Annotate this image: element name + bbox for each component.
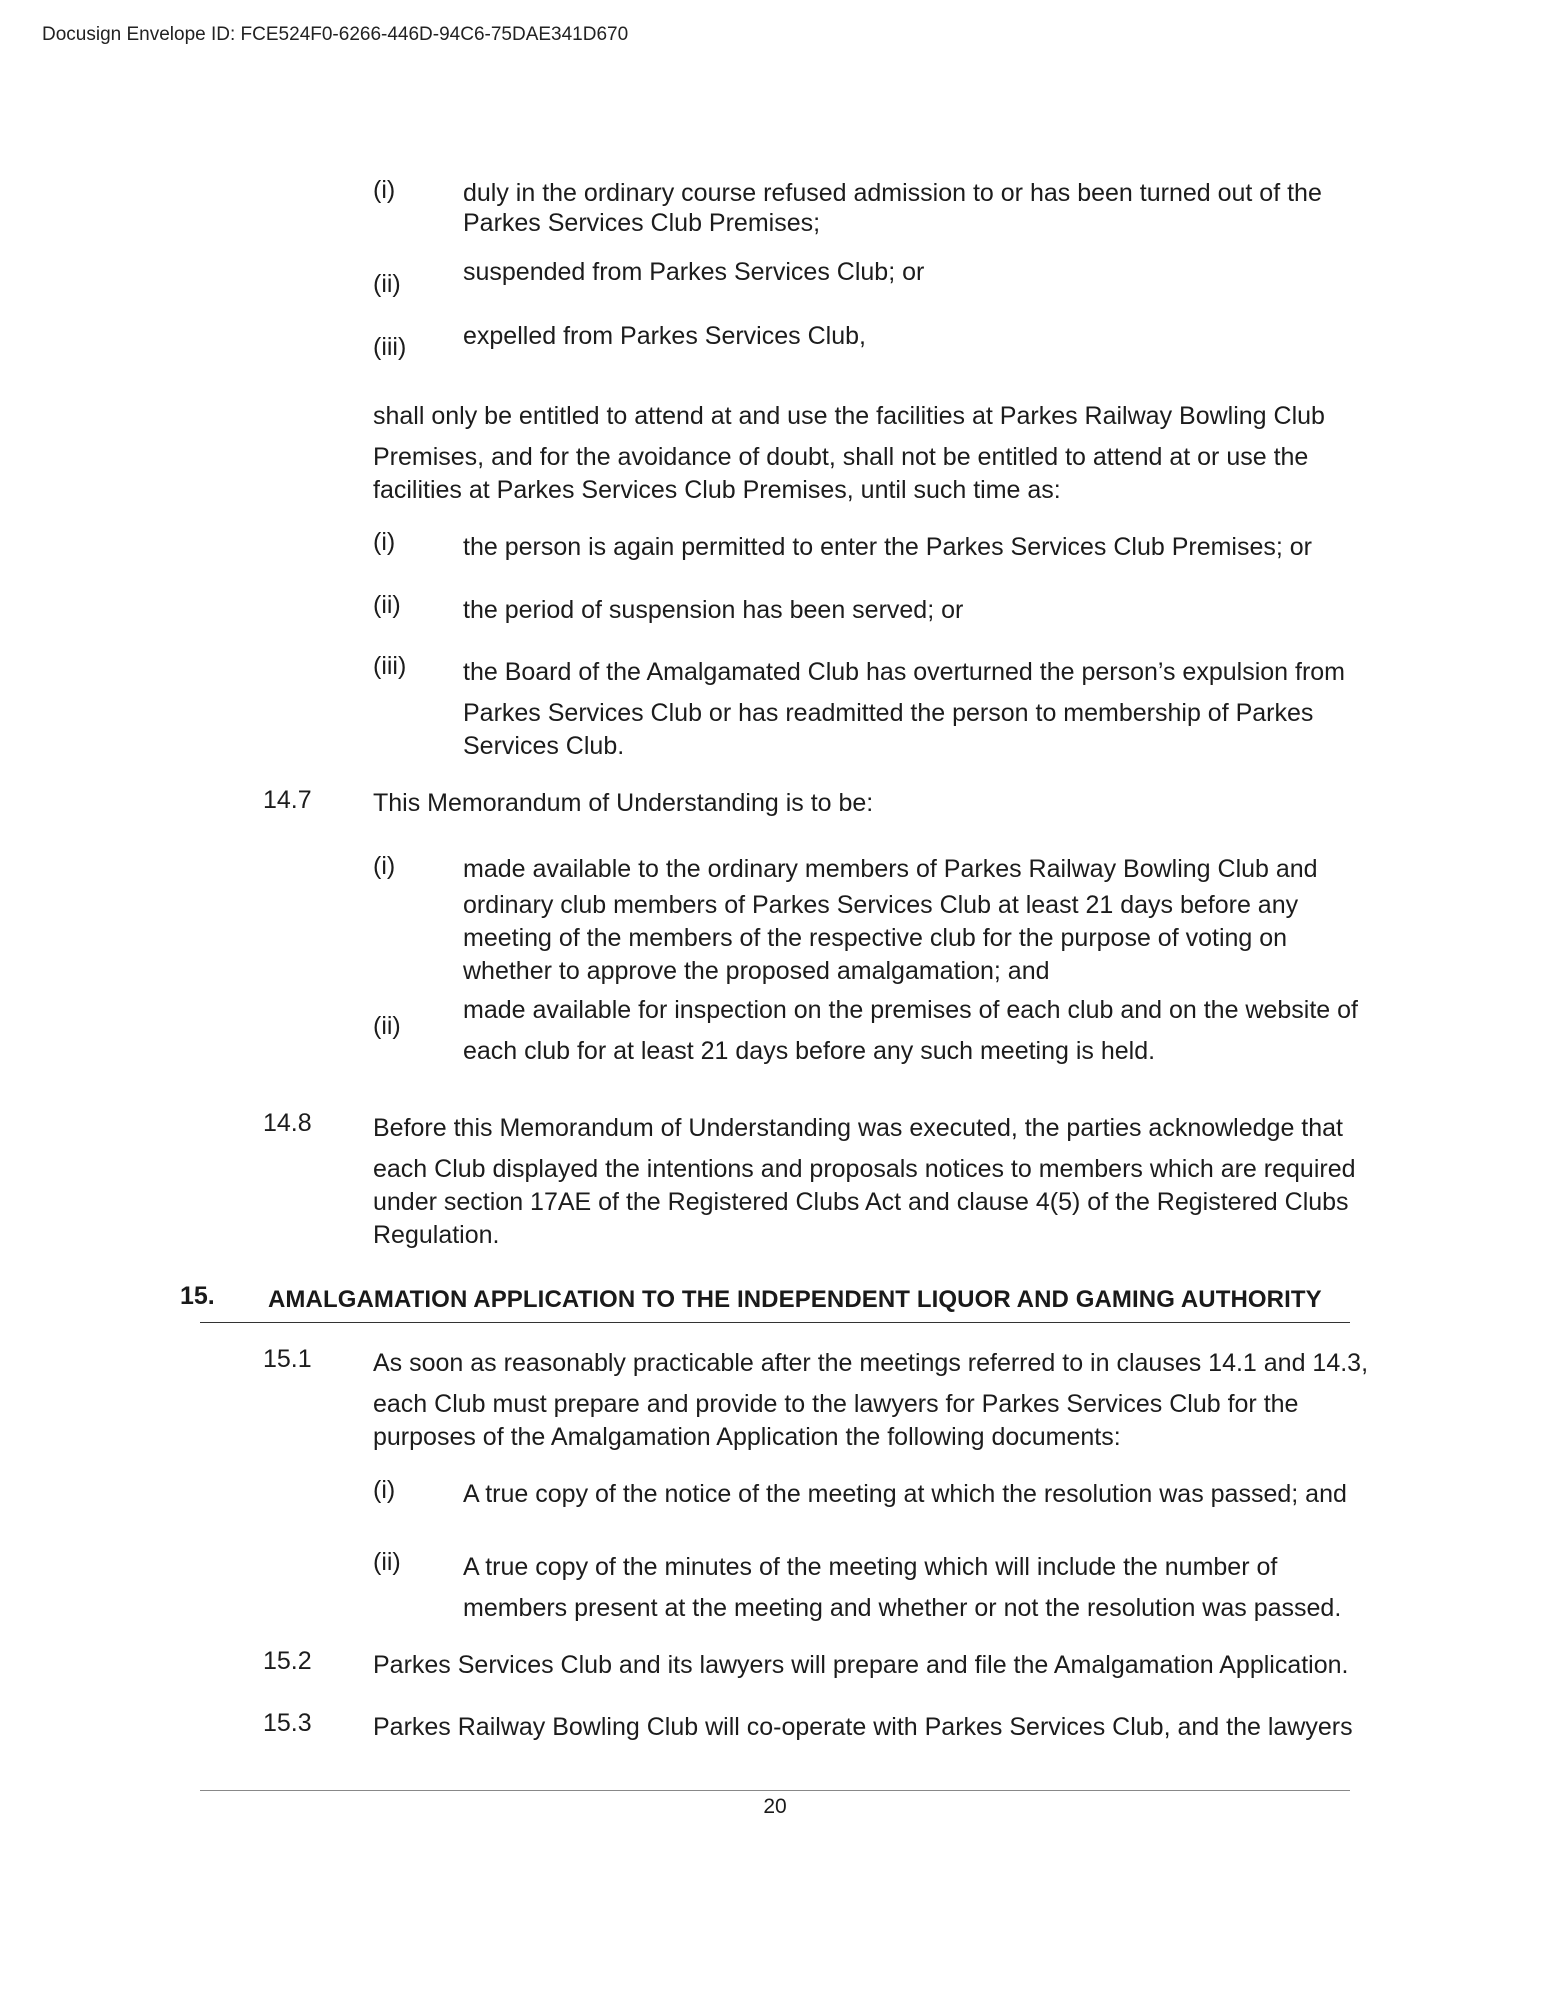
clause-number: 15.1 xyxy=(263,1345,312,1373)
clause-text: As soon as reasonably practicable after the meetings referred to in clauses 14.1 and 14.3, xyxy=(373,1349,1369,1377)
list-item-text: ordinary club members of Parkes Services Club at least 21 days before any xyxy=(463,891,1299,919)
list-item-text: the Board of the Amalgamated Club has overturned the person’s expulsion from xyxy=(463,658,1346,686)
list-marker: (iii) xyxy=(373,652,407,680)
clause-text: Parkes Services Club and its lawyers will prepare and file the Amalgamation Application. xyxy=(373,1651,1349,1679)
clause-text: purposes of the Amalgamation Application the following documents: xyxy=(373,1423,1121,1451)
list-item-text: Services Club. xyxy=(463,732,625,760)
section-heading: AMALGAMATION APPLICATION TO THE INDEPENDENT LIQUOR AND GAMING AUTHORITY xyxy=(268,1286,1322,1313)
list-item-text: members present at the meeting and whether or not the resolution was passed. xyxy=(463,1594,1342,1622)
clause-text: under section 17AE of the Registered Clubs Act and clause 4(5) of the Registered Clubs xyxy=(373,1188,1349,1216)
list-marker: (i) xyxy=(373,1476,396,1504)
list-item-text: Parkes Services Club or has readmitted the person to membership of Parkes xyxy=(463,699,1314,727)
paragraph-line: facilities at Parkes Services Club Premises, until such time as: xyxy=(373,476,1061,504)
list-item-text: made available to the ordinary members of Parkes Railway Bowling Club and xyxy=(463,855,1318,883)
clause-text: each Club must prepare and provide to the lawyers for Parkes Services Club for the xyxy=(373,1390,1299,1418)
footer-divider xyxy=(200,1790,1350,1791)
list-marker: (ii) xyxy=(373,1548,401,1576)
clause-text: This Memorandum of Understanding is to be: xyxy=(373,789,874,817)
list-marker: (ii) xyxy=(373,591,401,619)
clause-text: Parkes Railway Bowling Club will co-operate with Parkes Services Club, and the lawyers xyxy=(373,1713,1353,1741)
clause-number: 14.7 xyxy=(263,786,312,814)
clause-number: 15.2 xyxy=(263,1647,312,1675)
list-marker: (iii) xyxy=(373,333,407,361)
list-item-text: expelled from Parkes Services Club, xyxy=(463,322,866,350)
page-number: 20 xyxy=(763,1795,787,1818)
list-marker: (i) xyxy=(373,528,396,556)
clause-number: 15.3 xyxy=(263,1709,312,1737)
list-item-text: A true copy of the minutes of the meeting which will include the number of xyxy=(463,1553,1278,1581)
clause-text: Before this Memorandum of Understanding was executed, the parties acknowledge that xyxy=(373,1114,1343,1142)
list-item-text: the period of suspension has been served; or xyxy=(463,596,964,624)
list-item-text: Parkes Services Club Premises; xyxy=(463,209,821,237)
list-item-text: suspended from Parkes Services Club; or xyxy=(463,258,925,286)
paragraph-line: shall only be entitled to attend at and use the facilities at Parkes Railway Bowling Club xyxy=(373,402,1325,430)
list-item-text: meeting of the members of the respective club for the purpose of voting on xyxy=(463,924,1288,952)
list-item-text: duly in the ordinary course refused admission to or has been turned out of the xyxy=(463,179,1322,207)
list-item-text: whether to approve the proposed amalgamation; and xyxy=(463,957,1050,985)
list-item-text: made available for inspection on the premises of each club and on the website of xyxy=(463,996,1358,1024)
list-item-text: the person is again permitted to enter the Parkes Services Club Premises; or xyxy=(463,533,1313,561)
clause-number: 14.8 xyxy=(263,1109,312,1137)
clause-text: Regulation. xyxy=(373,1221,500,1249)
list-marker: (ii) xyxy=(373,270,401,298)
clause-text: each Club displayed the intentions and proposals notices to members which are required xyxy=(373,1155,1356,1183)
list-item-text: each club for at least 21 days before any such meeting is held. xyxy=(463,1037,1156,1065)
section-number: 15. xyxy=(180,1282,215,1310)
heading-divider xyxy=(200,1322,1350,1323)
envelope-id: Docusign Envelope ID: FCE524F0-6266-446D-94C6-75DAE341D670 xyxy=(42,24,629,45)
list-marker: (i) xyxy=(373,852,396,880)
list-marker: (ii) xyxy=(373,1012,401,1040)
list-marker: (i) xyxy=(373,176,396,204)
paragraph-line: Premises, and for the avoidance of doubt, shall not be entitled to attend at or use the xyxy=(373,443,1309,471)
list-item-text: A true copy of the notice of the meeting at which the resolution was passed; and xyxy=(463,1480,1347,1508)
